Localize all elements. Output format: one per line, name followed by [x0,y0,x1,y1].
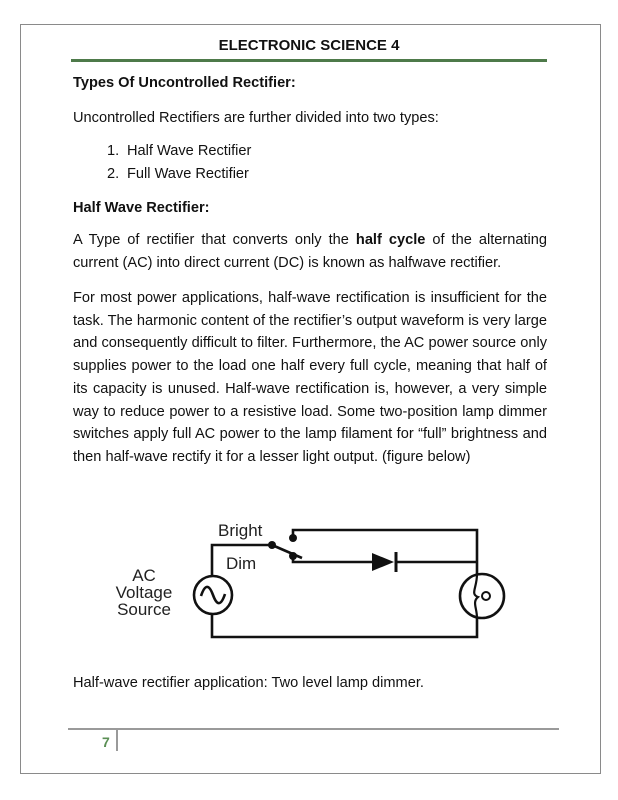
half-wave-paragraph: For most power applications, half-wave rectification is insufficient for the task. The harmonic content of the rectifier’s output waveform is very large and consequently difficult to filter. Furthermore, the AC power source only supplies power to the load one half every full cycle, meaning that half of its capacity is unused. Half-wave rectification is, however, a very simple way to reduce power to a resistive load. Some two-position lamp dimmer switches apply full AC power to the lamp filament for “full” brightness and then half-wave rectify it for a lesser light output. (figure below) [73,290,547,465]
diode-icon [372,552,396,572]
definition-text: of the alternating current (AC) into direct current (DC) is known as halfwave rectifier. [73,232,547,271]
definition-text: A Type of rectifier that converts only the [73,232,356,248]
page-number: 7 [102,734,110,750]
section-heading-half-wave: Half Wave Rectifier: [73,200,210,216]
label-source-line2: Voltage [115,583,173,602]
types-intro: Uncontrolled Rectifiers are further divided into two types: [73,110,439,126]
label-source-line1: AC [132,566,156,585]
label-bright: Bright [218,521,263,540]
definition-bold: half cycle [355,232,426,248]
page-header-title: ELECTRONIC SCIENCE 4 [218,37,400,54]
list-label: Full Wave Rectifier [127,166,249,182]
list-number: 1. [107,143,120,159]
lamp-icon [460,574,504,618]
figure-caption: Half-wave rectifier application: Two level lamp dimmer. [73,675,424,691]
label-source-line3: Source [117,600,171,619]
switch-icon [268,534,302,560]
list-label: Half Wave Rectifier [127,143,252,159]
wire [293,530,477,574]
list-number: 2. [107,166,120,182]
wire [293,556,372,562]
section-heading-types: Types Of Uncontrolled Rectifier: [73,75,296,91]
wire [212,614,477,637]
footer-rule [68,728,559,730]
ac-source-icon [194,576,232,614]
label-dim: Dim [226,554,257,573]
footer-divider [116,729,118,751]
